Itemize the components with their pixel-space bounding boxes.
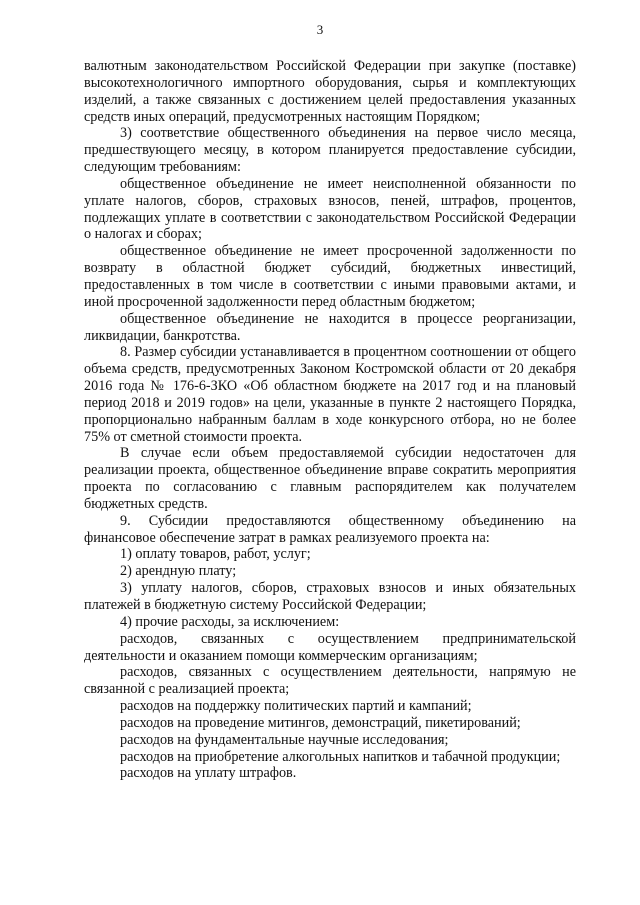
paragraph-subsidy-size: 8. Размер субсидии устанавливается в процентном соотношении от общего объема средств, предусмотренных Законом Костромской области от 20 декабря 2016 года № 176-6-ЗКО «Об областном бюджете на 2017 год и на плановый период 2018 и 2019 годов» на цели, указанные в пункте 2 настоящего Порядка, пропорционально набранным баллам в ходе конкурсного отбора, но не более 75% от сметной стоимости проекта.	[84, 344, 576, 445]
document-body	[84, 58, 576, 782]
exclusion-rallies: расходов на проведение митингов, демонстраций, пикетирований;	[120, 714, 521, 731]
list-item-goods-payment: 1) оплату товаров, работ, услуг;	[120, 546, 311, 563]
exclusion-unrelated-activity: расходов, связанных с осуществлением деятельности, напрямую не связанной с реализацией проекта;	[84, 664, 576, 698]
paragraph-insufficient-subsidy: В случае если объем предоставляемой субсидии недостаточен для реализации проекта, общественное объединение вправе сократить мероприятия проекта по согласованию с главным распорядителем как получателем бюджетных средств.	[84, 445, 576, 512]
paragraph-no-tax-debt: общественное объединение не имеет неисполненной обязанности по уплате налогов, сборов, страховых взносов, пеней, штрафов, процентов, подлежащих уплате в соответствии с законодательством Российской Федерации о налогах и сборах;	[84, 175, 576, 243]
exclusion-commercial: расходов, связанных с осуществлением предпринимательской деятельности и оказанием помощи коммерческим организациям;	[84, 630, 576, 664]
page-number: 3	[316, 22, 324, 37]
paragraph-requirements-intro: 3) соответствие общественного объединения на первое число месяца, предшествующего месяцу, в котором планируется предоставление субсидии, следующим требованиям:	[84, 125, 576, 176]
exclusion-fines: расходов на уплату штрафов.	[120, 765, 297, 782]
list-item-rent: 2) арендную плату;	[120, 563, 237, 580]
exclusion-research: расходов на фундаментальные научные исследования;	[120, 731, 449, 748]
paragraph-continuation: валютным законодательством Российской Федерации при закупке (поставке) высокотехнологичного импортного оборудования, сырья и комплектующих изделий, а также связанных с достижением целей предоставления указанных средств иных операций, предусмотренных настоящим Порядком;	[84, 58, 576, 125]
list-item-taxes: 3) уплату налогов, сборов, страховых взносов и иных обязательных платежей в бюджетную систему Российской Федерации;	[84, 580, 576, 613]
paragraph-subsidy-purposes: 9. Субсидии предоставляются общественному объединению на финансовое обеспечение затрат в рамках реализуемого проекта на:	[84, 512, 576, 546]
list-item-other-expenses: 4) прочие расходы, за исключением:	[120, 613, 340, 630]
paragraph-no-reorganization: общественное объединение не находится в процессе реорганизации, ликвидации, банкротства.	[84, 310, 576, 344]
exclusion-political: расходов на поддержку политических партий и кампаний;	[120, 698, 472, 715]
exclusion-alcohol-tobacco: расходов на приобретение алкогольных напитков и табачной продукции;	[120, 748, 561, 765]
paragraph-no-overdue-debt: общественное объединение не имеет просроченной задолженности по возврату в областной бюджет субсидий, бюджетных инвестиций, предоставленных в том числе в соответствии с иными правовыми актами, и иной просроченной задолженности перед областным бюджетом;	[84, 243, 576, 310]
